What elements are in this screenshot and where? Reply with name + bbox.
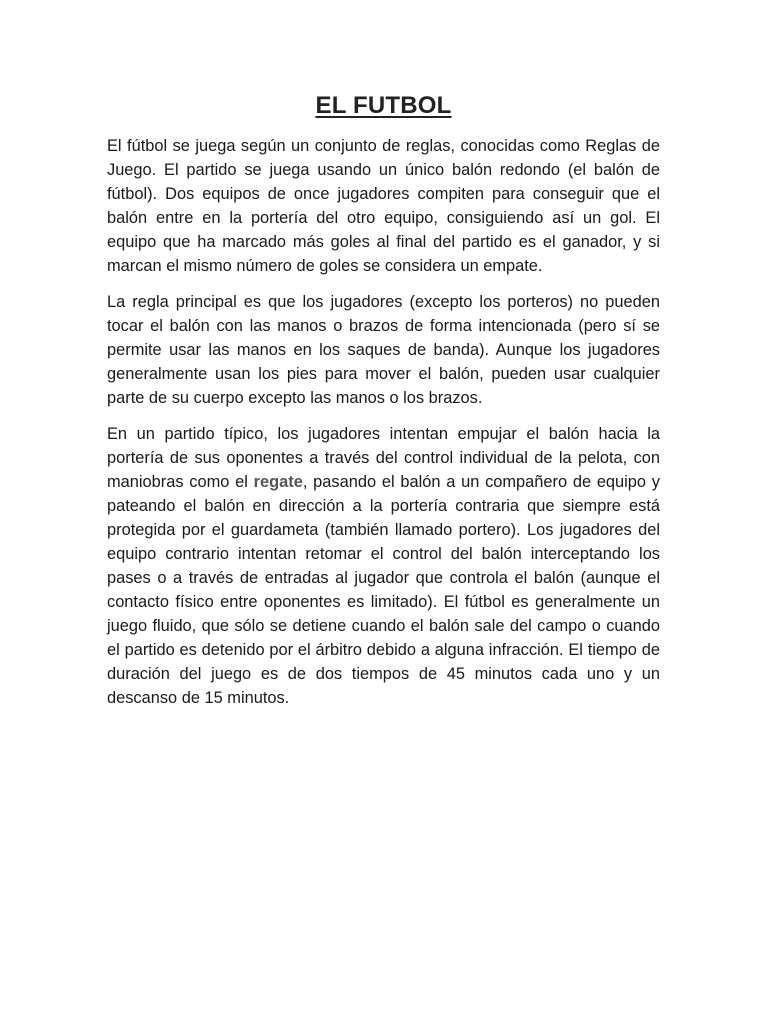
regate-link[interactable]: regate [253,473,303,491]
page-title: EL FUTBOL [315,92,452,119]
paragraph-3 [107,422,660,710]
paragraph-3-text-before: En un partido típico, los jugadores intentan empujar el balón hacia la portería de sus oponentes a través del control individual de la pelota, con maniobras como el [107,425,660,491]
paragraph-2: La regla principal es que los jugadores (excepto los porteros) no pueden tocar el balón con las manos o brazos de forma intencionada (pero sí se permite usar las manos en los saques de banda). Aunque los jugadores generalmente usan los pies para mover el balón, pueden usar cualquier parte de su cuerpo excepto las manos o los brazos. [107,293,660,407]
paragraph-3-text-after: , pasando el balón a un compañero de equipo y pateando el balón en dirección a la portería contraria que siempre está protegida por el guardameta (también llamado portero). Los jugadores del equipo contrario intentan retomar el control del balón interceptando los pases o a través de entradas al jugador que controla el balón (aunque el contacto físico entre oponentes es limitado). El fútbol es generalmente un juego fluido, que sólo se detiene cuando el balón sale del campo o cuando el partido es detenido por el árbitro debido a alguna infracción. El tiempo de duración del juego es de dos tiempos de 45 minutos cada uno y un descanso de 15 minutos. [107,473,660,707]
paragraph-1: El fútbol se juega según un conjunto de reglas, conocidas como Reglas de Juego. El partido se juega usando un único balón redondo (el balón de fútbol). Dos equipos de once jugadores compiten para conseguir que el balón entre en la portería del otro equipo, consiguiendo así un gol. El equipo que ha marcado más goles al final del partido es el ganador, y si marcan el mismo número de goles se considera un empate. [107,137,660,275]
document-page [107,92,660,722]
